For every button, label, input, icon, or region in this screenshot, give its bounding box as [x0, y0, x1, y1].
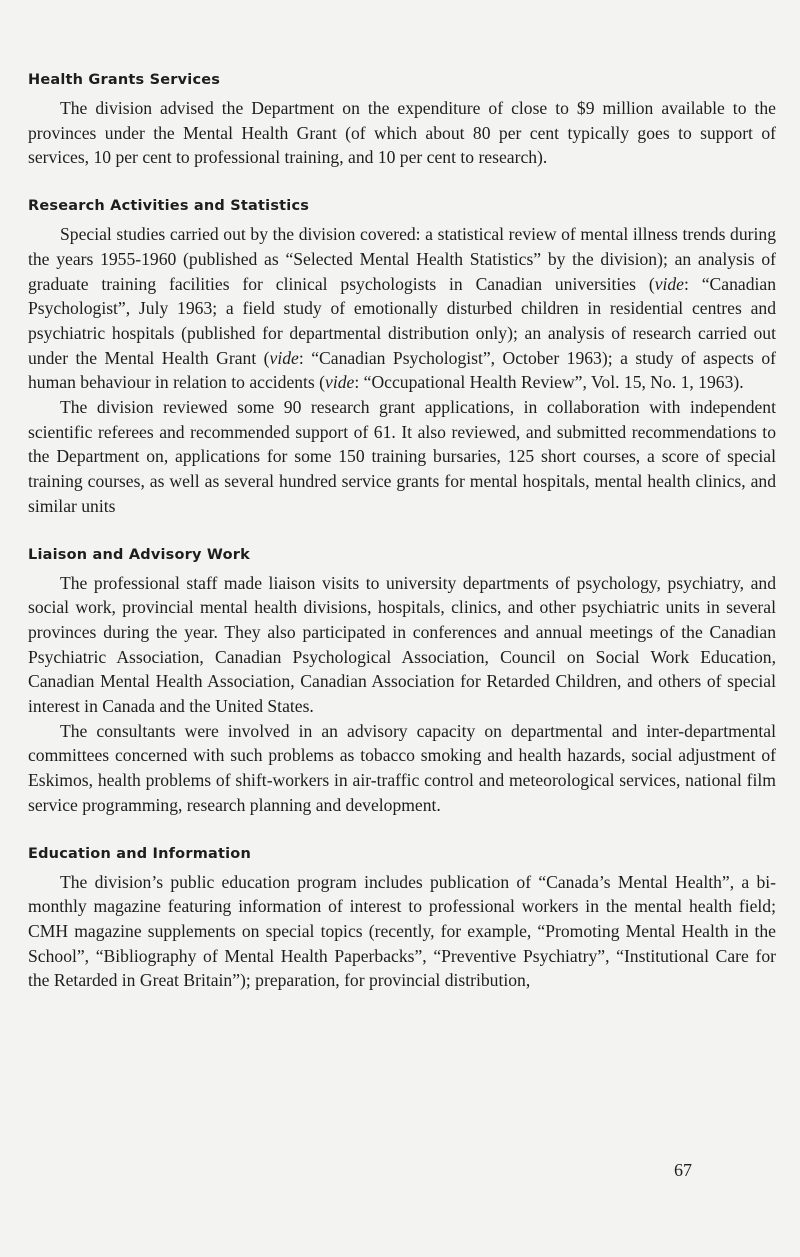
- text-run: : “Canadian Psychologist”, October 1963); a study of aspects of human behaviour in relation to accidents (: [28, 347, 776, 393]
- paragraph: The division advised the Department on the expenditure of close to $9 million available to the provinces under the Mental Health Grant (of which about 80 per cent typically goes to support of services, 10 per cent to professional training, and 10 per cent to research).: [28, 98, 776, 168]
- section-heading: Education and Information: [28, 845, 251, 862]
- italic-text: vide: [269, 347, 299, 368]
- paragraph: The professional staff made liaison visits to university departments of psychology, psychiatry, and social work, provincial mental health divisions, hospitals, clinics, and other psychiatric units in several provinces during the year. They also participated in conferences and annual meetings of the Canadian Psychiatric Association, Canadian Psychological Association, Council on Social Work Education, Canadian Mental Health Association, Canadian Association for Retarded Children, and others of special interest in Canada and the United States.: [28, 572, 776, 717]
- text-run: Special studies carried out by the division covered: a statistical review of mental illness trends during the years 1955-1960 (published as “Selected Mental Health Statistics” by the division); an analysis of graduate training facilities for clinical psychologists in Canadian universities (: [28, 224, 776, 294]
- section-heading: Health Grants Services: [28, 72, 221, 88]
- section-research: [28, 196, 776, 518]
- section-liaison: [28, 545, 776, 818]
- italic-text: vide: [325, 372, 355, 393]
- document-page: [28, 70, 776, 1019]
- paragraph: The division’s public education program includes publication of “Canada’s Mental Health”, a bi-monthly magazine featuring information of interest to professional workers in the mental health field; CMH magazine supplements on special topics (recently, for example, “Promoting Mental Health in the School”, “Bibliography of Mental Health Paperbacks”, “Preventive Psychiatry”, “Institutional Care for the Retarded in Great Britain”); preparation, for provincial distribution,: [28, 871, 776, 991]
- italic-text: vide: [654, 273, 684, 294]
- paragraph: The division reviewed some 90 research grant applications, in collaboration with independent scientific referees and recommended support of 61. It also reviewed, and submitted recommendations to the Department on, applications for some 150 training bursaries, 125 short courses, a score of special training courses, as well as several hundred service grants for mental hospitals, mental health clinics, and similar units: [28, 397, 776, 516]
- section-education: [28, 844, 776, 994]
- paragraph: The consultants were involved in an advisory capacity on departmental and inter-departmental committees concerned with such problems as tobacco smoking and health hazards, social adjustment of Eskimos, health problems of shift-workers in air-traffic control and meteorological services, national film service programming, research planning and development.: [28, 720, 776, 815]
- page-number: 67: [674, 1160, 692, 1180]
- paragraph: [28, 222, 776, 395]
- section-heading: Liaison and Advisory Work: [28, 546, 250, 563]
- text-run: : “Canadian Psychologist”, July 1963; a field study of emotionally disturbed children in residential centres and psychiatric hospitals (published for departmental distribution only); an analysis of research carried out under the Mental Health Grant (: [28, 273, 776, 368]
- section-health-grants: [28, 70, 776, 170]
- section-heading: Research Activities and Statistics: [28, 198, 310, 215]
- text-run: : “Occupational Health Review”, Vol. 15, No. 1, 1963).: [354, 372, 744, 393]
